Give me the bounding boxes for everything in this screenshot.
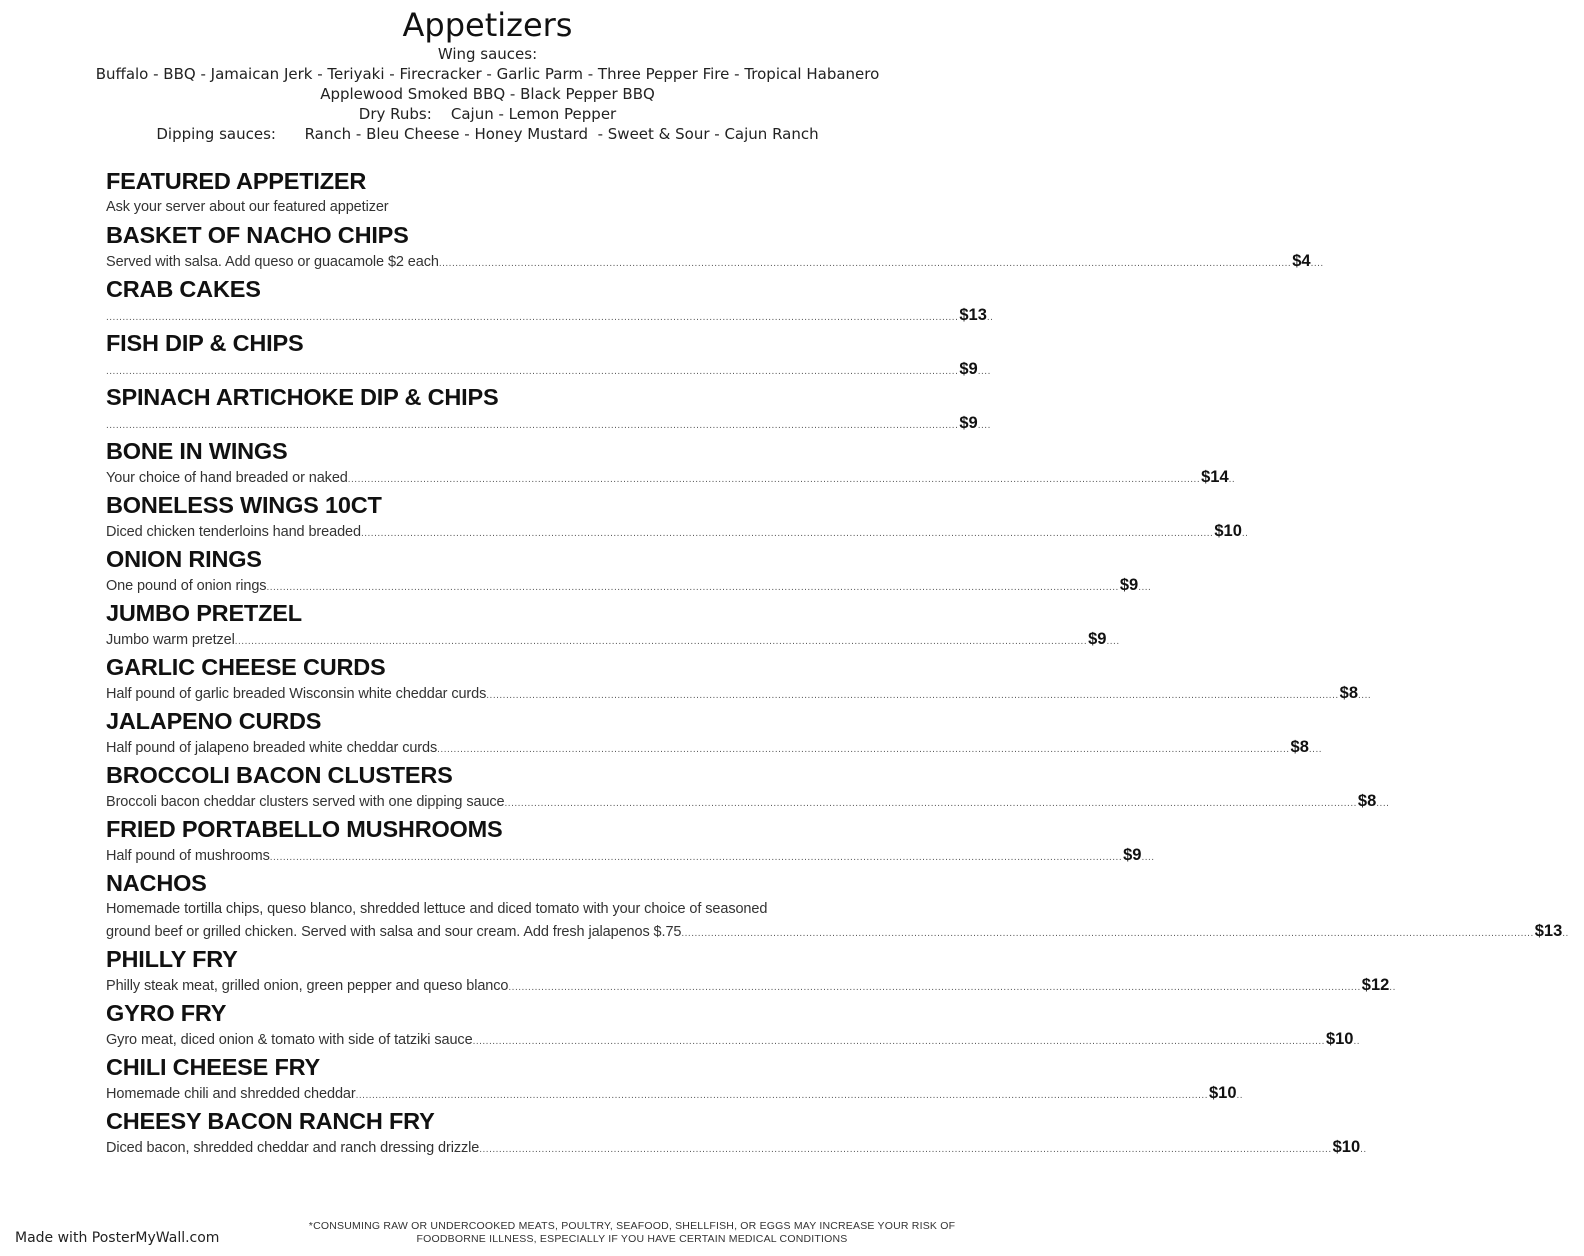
dot-leader-trail: .... bbox=[977, 366, 991, 377]
dot-leader: .................................................................................................................................................................................................................................................................... bbox=[106, 312, 959, 323]
dot-leader-trail: .. bbox=[1353, 1036, 1361, 1047]
disclaimer-line-2: FOODBORNE ILLNESS, ESPECIALLY IF YOU HAVE CERTAIN MEDICAL CONDITIONS bbox=[416, 1233, 848, 1245]
menu-item-description: Diced bacon, shredded cheddar and ranch dressing drizzle bbox=[106, 1140, 480, 1156]
menu-item-name: CRAB CAKES bbox=[106, 276, 261, 302]
menu-item-price-row bbox=[106, 790, 1390, 814]
menu-item-name: NACHOS bbox=[106, 870, 207, 896]
menu-item bbox=[106, 706, 1323, 760]
menu-item-price-row bbox=[106, 844, 1155, 868]
menu-item bbox=[106, 436, 1236, 490]
dipping-sauces-list: Ranch - Bleu Cheese - Honey Mustard - Sweet & Sour - Cajun Ranch bbox=[304, 125, 819, 143]
menu-item-price: $9 bbox=[1088, 630, 1107, 648]
menu-item-price-row bbox=[106, 736, 1323, 760]
menu-item-price: $9 bbox=[959, 414, 978, 432]
menu-item bbox=[106, 166, 906, 220]
appetizer-list bbox=[106, 166, 1569, 1160]
menu-item-price-row bbox=[106, 628, 1120, 652]
menu-item-description: Half pound of mushrooms bbox=[106, 848, 270, 864]
menu-item-description: Your choice of hand breaded or naked bbox=[106, 470, 348, 486]
menu-item-name: JUMBO PRETZEL bbox=[106, 600, 302, 626]
dot-leader-trail: .. bbox=[1236, 1090, 1244, 1101]
dot-leader-trail: .... bbox=[1141, 852, 1155, 863]
menu-item-price-row bbox=[106, 304, 994, 328]
page-title: Appetizers bbox=[402, 6, 573, 44]
menu-item-name: BONE IN WINGS bbox=[106, 438, 288, 464]
menu-item-name: GARLIC CHEESE CURDS bbox=[106, 654, 386, 680]
menu-item-name: BONELESS WINGS 10CT bbox=[106, 492, 382, 518]
menu-item-name: FRIED PORTABELLO MUSHROOMS bbox=[106, 816, 503, 842]
dot-leader-trail: .... bbox=[977, 420, 991, 431]
dot-leader: .................................................................................................................................................................................................................................................................... bbox=[681, 928, 1534, 939]
dot-leader: .................................................................................................................................................................................................................................................................... bbox=[347, 474, 1201, 485]
menu-item bbox=[106, 544, 1152, 598]
menu-item-name: ONION RINGS bbox=[106, 546, 262, 572]
dot-leader-trail: .... bbox=[1106, 636, 1120, 647]
menu-item-description: Ask your server about our featured appetizer bbox=[106, 199, 389, 215]
menu-item-price: $8 bbox=[1339, 684, 1359, 702]
menu-item-name: PHILLY FRY bbox=[106, 946, 238, 972]
menu-item-name: SPINACH ARTICHOKE DIP & CHIPS bbox=[106, 384, 499, 410]
dry-rubs-line bbox=[0, 104, 975, 124]
menu-item-name: FISH DIP & CHIPS bbox=[106, 330, 304, 356]
menu-item-name: FEATURED APPETIZER bbox=[106, 168, 367, 194]
menu-item-description: Philly steak meat, grilled onion, green pepper and queso blanco bbox=[106, 978, 509, 994]
menu-item-name: BASKET OF NACHO CHIPS bbox=[106, 222, 409, 248]
menu-item-price: $8 bbox=[1357, 792, 1377, 810]
dot-leader-trail: .. bbox=[986, 312, 994, 323]
menu-item-price-row bbox=[106, 358, 991, 382]
menu-item-price: $9 bbox=[1119, 576, 1139, 594]
menu-item bbox=[106, 220, 1324, 274]
dipping-sauces-line bbox=[0, 124, 975, 144]
dot-leader-trail: .... bbox=[1358, 690, 1372, 701]
dot-leader-trail: .... bbox=[1310, 258, 1324, 269]
menu-item bbox=[106, 1052, 1244, 1106]
dot-leader: .................................................................................................................................................................................................................................................................... bbox=[486, 690, 1339, 701]
menu-item bbox=[106, 868, 1569, 944]
dot-leader: .................................................................................................................................................................................................................................................................... bbox=[360, 528, 1214, 539]
menu-item-price-row bbox=[106, 1082, 1244, 1106]
menu-item-description: Served with salsa. Add queso or guacamole $2 each bbox=[106, 254, 439, 270]
dot-leader: .................................................................................................................................................................................................................................................................... bbox=[438, 258, 1292, 269]
menu-item-price: $10 bbox=[1325, 1030, 1354, 1048]
menu-item bbox=[106, 490, 1249, 544]
dot-leader: .................................................................................................................................................................................................................................................................... bbox=[106, 420, 959, 431]
menu-item-name: CHILI CHEESE FRY bbox=[106, 1054, 320, 1080]
menu-item-price: $12 bbox=[1361, 976, 1390, 994]
menu-item-price-row bbox=[106, 682, 1372, 706]
menu-item bbox=[106, 328, 991, 382]
menu-item-price: $10 bbox=[1208, 1084, 1237, 1102]
dot-leader: .................................................................................................................................................................................................................................................................... bbox=[106, 366, 959, 377]
menu-item-name: GYRO FRY bbox=[106, 1000, 227, 1026]
menu-item-description: One pound of onion rings bbox=[106, 578, 267, 594]
dot-leader: .................................................................................................................................................................................................................................................................... bbox=[508, 982, 1361, 993]
menu-item-price: $8 bbox=[1290, 738, 1309, 756]
menu-item-price-row bbox=[106, 412, 991, 436]
menu-item bbox=[106, 1106, 1367, 1160]
menu-item-price-row bbox=[106, 974, 1396, 998]
menu-item-price-row bbox=[106, 520, 1249, 544]
menu-item bbox=[106, 998, 1361, 1052]
menu-item bbox=[106, 274, 994, 328]
menu-item-description: Half pound of jalapeno breaded white cheddar curds bbox=[106, 740, 438, 756]
menu-item-price: $13 bbox=[959, 306, 987, 324]
menu-item-name: JALAPENO CURDS bbox=[106, 708, 322, 734]
dot-leader-trail: .. bbox=[1241, 528, 1249, 539]
dot-leader: .................................................................................................................................................................................................................................................................... bbox=[504, 798, 1357, 809]
dot-leader: .................................................................................................................................................................................................................................................................... bbox=[437, 744, 1290, 755]
menu-item-price-row bbox=[106, 466, 1236, 490]
dot-leader-trail: .. bbox=[1228, 474, 1236, 485]
menu-header bbox=[0, 6, 975, 144]
dot-leader: .................................................................................................................................................................................................................................................................... bbox=[472, 1036, 1325, 1047]
menu-item-description: ground beef or grilled chicken. Served with salsa and sour cream. Add fresh jalapenos $.75 bbox=[106, 924, 682, 940]
menu-item-price: $9 bbox=[1123, 846, 1142, 864]
menu-item-price: $10 bbox=[1214, 522, 1242, 540]
dot-leader: .................................................................................................................................................................................................................................................................... bbox=[479, 1144, 1332, 1155]
menu-item bbox=[106, 382, 991, 436]
menu-item-price-row bbox=[106, 920, 1569, 944]
wing-sauces-line-1: Buffalo - BBQ - Jamaican Jerk - Teriyaki - Firecracker - Garlic Parm - Three Pepper Fire - Tropical Habanero bbox=[95, 65, 880, 83]
menu-item-price-row bbox=[106, 196, 906, 220]
menu-item-price: $4 bbox=[1292, 252, 1311, 270]
menu-item-description-line-1: Homemade tortilla chips, queso blanco, shredded lettuce and diced tomato with your choice of seasoned bbox=[106, 901, 768, 917]
dot-leader: .................................................................................................................................................................................................................................................................... bbox=[355, 1090, 1208, 1101]
dot-leader: .................................................................................................................................................................................................................................................................... bbox=[234, 636, 1088, 647]
menu-item-price-row bbox=[106, 574, 1152, 598]
menu-item-price: $14 bbox=[1201, 468, 1229, 486]
menu-item bbox=[106, 652, 1372, 706]
menu-item-price-row bbox=[106, 1136, 1367, 1160]
menu-item-description: Diced chicken tenderloins hand breaded bbox=[106, 524, 361, 540]
menu-item-price-row bbox=[106, 250, 1324, 274]
dot-leader-trail: .... bbox=[1308, 744, 1323, 755]
made-with-credit: Made with PosterMyWall.com bbox=[15, 1230, 220, 1246]
menu-item-name: CHEESY BACON RANCH FRY bbox=[106, 1108, 435, 1134]
menu-item-name: BROCCOLI BACON CLUSTERS bbox=[106, 762, 453, 788]
dot-leader: .................................................................................................................................................................................................................................................................... bbox=[266, 582, 1119, 593]
menu-item-price-row bbox=[106, 1028, 1361, 1052]
menu-item-price: $9 bbox=[959, 360, 978, 378]
menu-item-description: Half pound of garlic breaded Wisconsin white cheddar curds bbox=[106, 686, 487, 702]
menu-item-description: Gyro meat, diced onion & tomato with side of tatziki sauce bbox=[106, 1032, 473, 1048]
menu-item bbox=[106, 814, 1155, 868]
dot-leader-trail: .. bbox=[1562, 928, 1569, 939]
consumption-disclaimer bbox=[296, 1220, 968, 1246]
menu-item-price: $10 bbox=[1332, 1138, 1361, 1156]
menu-item-description: Homemade chili and shredded cheddar bbox=[106, 1086, 356, 1102]
menu-item bbox=[106, 944, 1396, 998]
dry-rubs-list: Cajun - Lemon Pepper bbox=[450, 105, 617, 123]
dot-leader-trail: .... bbox=[1376, 798, 1390, 809]
wing-sauces-label: Wing sauces: bbox=[437, 45, 538, 63]
dot-leader-trail: .. bbox=[1389, 982, 1396, 993]
menu-item-description: Jumbo warm pretzel bbox=[106, 632, 235, 648]
menu-item-description: Broccoli bacon cheddar clusters served with one dipping sauce bbox=[106, 794, 505, 810]
dry-rubs-label: Dry Rubs: bbox=[358, 105, 432, 123]
menu-item-price: $13 bbox=[1534, 922, 1563, 940]
dot-leader-trail: .... bbox=[1138, 582, 1152, 593]
dot-leader-trail: .. bbox=[1360, 1144, 1367, 1155]
disclaimer-line-1: *CONSUMING RAW OR UNDERCOOKED MEATS, POULTRY, SEAFOOD, SHELLFISH, OR EGGS MAY INCREASE YOUR RISK OF bbox=[308, 1220, 956, 1232]
menu-item bbox=[106, 598, 1120, 652]
menu-item bbox=[106, 760, 1390, 814]
wing-sauces-line-2: Applewood Smoked BBQ - Black Pepper BBQ bbox=[320, 85, 655, 103]
dot-leader: .................................................................................................................................................................................................................................................................... bbox=[269, 852, 1123, 863]
dipping-sauces-label: Dipping sauces: bbox=[156, 125, 276, 143]
